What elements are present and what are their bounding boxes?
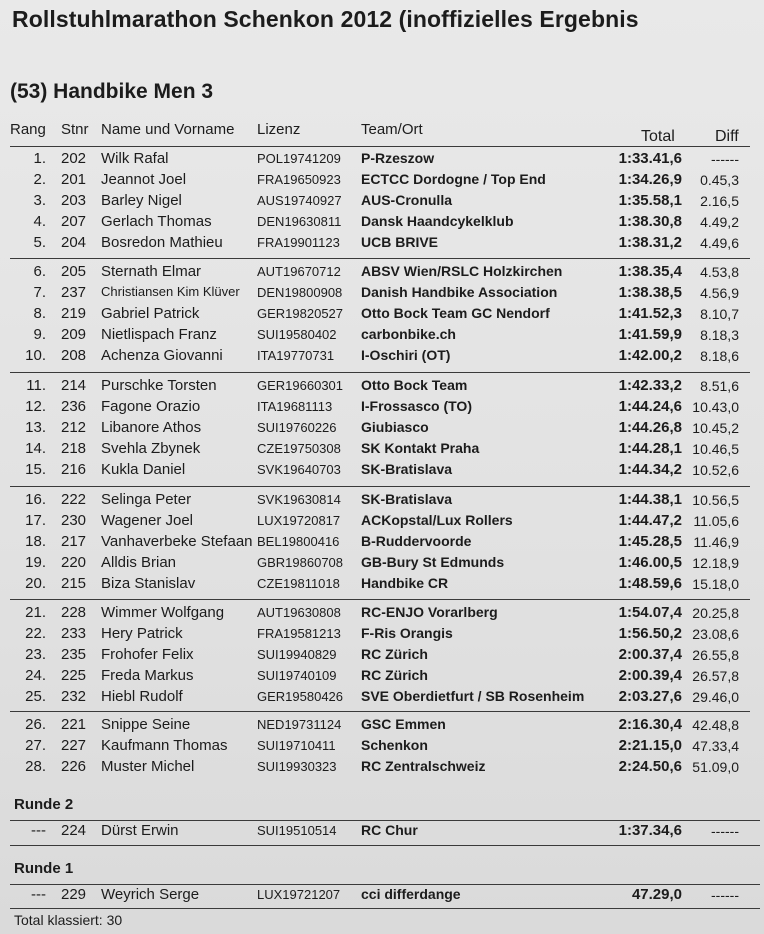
total-time-cell: 2:00.39,4: [618, 667, 682, 684]
license-cell: CZE19811018: [257, 576, 340, 591]
total-time-cell: 1:44.38,1: [618, 491, 682, 508]
total-time-cell: 1:38.30,8: [618, 213, 682, 230]
table-row: [0, 604, 764, 625]
header-rang: Rang: [10, 121, 46, 138]
team-cell: RC Chur: [361, 822, 418, 838]
diff-cell: ------: [711, 151, 739, 167]
start-number-cell: 208: [61, 347, 87, 364]
diff-cell: 47.33,4: [692, 738, 739, 754]
rank-cell: 1.: [33, 150, 46, 167]
rank-cell: 28.: [25, 758, 46, 775]
team-cell: Schenkon: [361, 737, 428, 753]
total-time-cell: 1:44.26,8: [618, 419, 682, 436]
total-time-cell: 1:56.50,2: [618, 625, 682, 642]
diff-cell: 4.53,8: [700, 264, 739, 280]
diff-cell: 23.08,6: [692, 626, 739, 642]
total-time-cell: 1:38.35,4: [618, 263, 682, 280]
team-cell: RC-ENJO Vorarlberg: [361, 604, 498, 620]
license-cell: FRA19901123: [257, 235, 340, 250]
diff-cell: 26.55,8: [692, 647, 739, 663]
license-cell: DEN19800908: [257, 285, 343, 300]
rank-cell: ---: [31, 886, 46, 903]
rank-cell: 16.: [25, 491, 46, 508]
table-row: [0, 171, 764, 192]
divider-line: [10, 372, 750, 373]
rank-cell: 12.: [25, 398, 46, 415]
diff-cell: 2.16,5: [700, 193, 739, 209]
team-cell: P-Rzeszow: [361, 150, 435, 166]
total-time-cell: 1:42.00,2: [618, 347, 682, 364]
table-row: [0, 305, 764, 326]
diff-cell: 10.52,6: [692, 462, 739, 478]
team-cell: ACKopstal/Lux Rollers: [361, 512, 513, 528]
name-cell: Hery Patrick: [101, 625, 183, 642]
name-cell: Svehla Zbynek: [101, 440, 201, 457]
name-cell: Gabriel Patrick: [101, 305, 200, 322]
total-time-cell: 1:54.07,4: [618, 604, 682, 621]
rank-cell: 19.: [25, 554, 46, 571]
license-cell: SUI19930323: [257, 759, 337, 774]
team-cell: AUS-Cronulla: [361, 192, 452, 208]
license-cell: SUI19510514: [257, 823, 337, 838]
divider-line: [10, 908, 760, 909]
diff-cell: 15.18,0: [692, 576, 739, 592]
rank-cell: 15.: [25, 461, 46, 478]
start-number-cell: 233: [61, 625, 87, 642]
total-time-cell: 1:34.26,9: [618, 171, 682, 188]
rank-cell: 21.: [25, 604, 46, 621]
table-row: [0, 347, 764, 368]
start-number-cell: 216: [61, 461, 87, 478]
diff-cell: 4.56,9: [700, 285, 739, 301]
rank-cell: 3.: [33, 192, 46, 209]
total-time-cell: 2:21.15,0: [618, 737, 682, 754]
name-cell: Alldis Brian: [101, 554, 177, 571]
diff-cell: 11.05,6: [693, 513, 739, 529]
start-number-cell: 227: [61, 737, 87, 754]
rank-cell: ---: [31, 822, 46, 839]
license-cell: LUX19721207: [257, 887, 341, 902]
team-cell: SVE Oberdietfurt / SB Rosenheim: [361, 688, 585, 704]
name-cell: Wimmer Wolfgang: [101, 604, 225, 621]
start-number-cell: 215: [61, 575, 87, 592]
rank-cell: 5.: [33, 234, 46, 251]
table-row: [0, 822, 764, 843]
start-number-cell: 212: [61, 419, 87, 436]
name-cell: Libanore Athos: [101, 419, 202, 436]
rank-cell: 7.: [33, 284, 46, 301]
name-cell: Freda Markus: [101, 667, 194, 684]
start-number-cell: 235: [61, 646, 87, 663]
license-cell: AUT19670712: [257, 264, 341, 279]
name-cell: Gerlach Thomas: [101, 213, 212, 230]
license-cell: NED19731124: [257, 717, 342, 732]
start-number-cell: 203: [61, 192, 87, 209]
diff-cell: 8.18,3: [700, 327, 739, 343]
rank-cell: 9.: [33, 326, 46, 343]
name-cell: Hiebl Rudolf: [101, 688, 183, 705]
rank-cell: 11.: [26, 377, 46, 394]
start-number-cell: 220: [61, 554, 87, 571]
header-name: Name und Vorname: [101, 121, 235, 138]
start-number-cell: 237: [61, 284, 87, 301]
total-time-cell: 1:46.00,5: [618, 554, 682, 571]
diff-cell: 29.46,0: [692, 689, 739, 705]
table-row: [0, 554, 764, 575]
name-cell: Wilk Rafal: [101, 150, 169, 167]
team-cell: RC Zentralschweiz: [361, 758, 486, 774]
header-stnr: Stnr: [61, 121, 89, 138]
team-cell: I-Frossasco (TO): [361, 398, 472, 414]
start-number-cell: 219: [61, 305, 87, 322]
divider-line: [10, 258, 750, 259]
rank-cell: 4.: [33, 213, 46, 230]
team-cell: SK Kontakt Praha: [361, 440, 480, 456]
total-time-cell: 1:44.24,6: [618, 398, 682, 415]
team-cell: cci differdange: [361, 886, 461, 902]
team-cell: B-Ruddervoorde: [361, 533, 472, 549]
table-row: [0, 667, 764, 688]
start-number-cell: 207: [61, 213, 87, 230]
table-row: [0, 737, 764, 758]
diff-cell: 10.56,5: [692, 492, 739, 508]
rank-cell: 18.: [25, 533, 46, 550]
table-row: [0, 234, 764, 255]
team-cell: Giubiasco: [361, 419, 429, 435]
diff-cell: ------: [711, 823, 739, 839]
divider-line: [10, 884, 760, 885]
start-number-cell: 218: [61, 440, 87, 457]
name-cell: Kaufmann Thomas: [101, 737, 228, 754]
license-cell: SVK19640703: [257, 462, 341, 477]
name-cell: Christiansen Kim Klüver: [101, 284, 240, 299]
name-cell: Frohofer Felix: [101, 646, 194, 663]
total-time-cell: 47.29,0: [631, 886, 682, 903]
start-number-cell: 224: [61, 822, 87, 839]
name-cell: Vanhaverbeke Stefaan: [101, 533, 253, 550]
team-cell: RC Zürich: [361, 646, 428, 662]
diff-cell: 26.57,8: [692, 668, 739, 684]
total-time-cell: 1:41.52,3: [618, 305, 682, 322]
total-time-cell: 1:37.34,6: [618, 822, 682, 839]
license-cell: ITA19681113: [257, 399, 333, 414]
rank-cell: 22.: [25, 625, 46, 642]
table-row: [0, 688, 764, 709]
team-cell: ECTCC Dordogne / Top End: [361, 171, 546, 187]
start-number-cell: 230: [61, 512, 87, 529]
team-cell: Dansk Haandcykelklub: [361, 213, 514, 229]
diff-cell: 11.46,9: [693, 534, 739, 550]
start-number-cell: 217: [61, 533, 87, 550]
name-cell: Muster Michel: [101, 758, 195, 775]
rank-cell: 26.: [25, 716, 46, 733]
start-number-cell: 228: [61, 604, 87, 621]
license-cell: GER19580426: [257, 689, 344, 704]
license-cell: LUX19720817: [257, 513, 341, 528]
section-runde-2: Runde 2: [14, 796, 74, 813]
name-cell: Purschke Torsten: [101, 377, 217, 394]
total-time-cell: 2:24.50,6: [618, 758, 682, 775]
table-row: [0, 512, 764, 533]
table-row: [0, 440, 764, 461]
diff-cell: 10.45,2: [692, 420, 739, 436]
diff-cell: 8.51,6: [700, 378, 739, 394]
header-team: Team/Ort: [361, 121, 423, 138]
team-cell: Otto Bock Team: [361, 377, 468, 393]
category-title: (53) Handbike Men 3: [10, 80, 214, 103]
name-cell: Selinga Peter: [101, 491, 192, 508]
rank-cell: 20.: [25, 575, 46, 592]
rank-cell: 6.: [33, 263, 46, 280]
table-row: [0, 419, 764, 440]
table-row: [0, 533, 764, 554]
table-row: [0, 326, 764, 347]
table-row: [0, 646, 764, 667]
start-number-cell: 225: [61, 667, 87, 684]
team-cell: SK-Bratislava: [361, 461, 453, 477]
diff-cell: 12.18,9: [692, 555, 739, 571]
total-time-cell: 1:44.47,2: [618, 512, 682, 529]
diff-cell: 0.45,3: [700, 172, 739, 188]
team-cell: UCB BRIVE: [361, 234, 439, 250]
name-cell: Weyrich Serge: [101, 886, 200, 903]
rank-cell: 10.: [25, 347, 46, 364]
table-row: [0, 377, 764, 398]
license-cell: POL19741209: [257, 151, 341, 166]
page-title: Rollstuhlmarathon Schenkon 2012 (inoffizielles Ergebnis: [12, 6, 639, 32]
total-time-cell: 2:00.37,4: [618, 646, 682, 663]
license-cell: AUT19630808: [257, 605, 341, 620]
rank-cell: 2.: [33, 171, 46, 188]
rank-cell: 25.: [25, 688, 46, 705]
name-cell: Bosredon Mathieu: [101, 234, 223, 251]
start-number-cell: 204: [61, 234, 87, 251]
table-row: [0, 150, 764, 171]
start-number-cell: 222: [61, 491, 87, 508]
name-cell: Achenza Giovanni: [101, 347, 223, 364]
start-number-cell: 205: [61, 263, 87, 280]
license-cell: SVK19630814: [257, 492, 341, 507]
section-runde-1: Runde 1: [14, 860, 74, 877]
table-row: [0, 575, 764, 596]
name-cell: Barley Nigel: [101, 192, 182, 209]
team-cell: GB-Bury St Edmunds: [361, 554, 505, 570]
total-time-cell: 1:35.58,1: [618, 192, 682, 209]
table-row: [0, 192, 764, 213]
license-cell: DEN19630811: [257, 214, 342, 229]
rank-cell: 23.: [25, 646, 46, 663]
diff-cell: 8.18,6: [700, 348, 739, 364]
start-number-cell: 221: [61, 716, 87, 733]
rank-cell: 27.: [25, 737, 46, 754]
total-classified: Total klassiert: 30: [14, 912, 123, 928]
table-row: [0, 491, 764, 512]
total-time-cell: 1:44.28,1: [618, 440, 682, 457]
table-row: [0, 213, 764, 234]
diff-cell: ------: [711, 887, 739, 903]
license-cell: SUI19710411: [257, 738, 336, 753]
diff-cell: 10.43,0: [692, 399, 739, 415]
diff-cell: 4.49,2: [700, 214, 739, 230]
start-number-cell: 214: [61, 377, 87, 394]
diff-cell: 20.25,8: [692, 605, 739, 621]
license-cell: SUI19760226: [257, 420, 337, 435]
total-time-cell: 1:38.31,2: [618, 234, 682, 251]
header-diff: Diff: [715, 128, 739, 145]
diff-cell: 51.09,0: [692, 759, 739, 775]
header-total: Total: [641, 128, 675, 145]
divider-line: [10, 599, 750, 600]
license-cell: FRA19581213: [257, 626, 341, 641]
start-number-cell: 232: [61, 688, 87, 705]
start-number-cell: 226: [61, 758, 87, 775]
license-cell: GBR19860708: [257, 555, 344, 570]
license-cell: SUI19940829: [257, 647, 337, 662]
table-row: [0, 886, 764, 907]
header-lizenz: Lizenz: [257, 121, 301, 138]
license-cell: AUS19740927: [257, 193, 342, 208]
rank-cell: 24.: [25, 667, 46, 684]
license-cell: CZE19750308: [257, 441, 341, 456]
divider-line: [10, 711, 750, 712]
license-cell: GER19820527: [257, 306, 344, 321]
table-row: [0, 284, 764, 305]
start-number-cell: 202: [61, 150, 87, 167]
diff-cell: 8.10,7: [700, 306, 739, 322]
rank-cell: 13.: [25, 419, 46, 436]
team-cell: RC Zürich: [361, 667, 428, 683]
total-time-cell: 1:41.59,9: [618, 326, 682, 343]
name-cell: Biza Stanislav: [101, 575, 196, 592]
license-cell: SUI19580402: [257, 327, 337, 342]
license-cell: ITA19770731: [257, 348, 335, 363]
name-cell: Nietlispach Franz: [101, 326, 217, 343]
license-cell: BEL19800416: [257, 534, 340, 549]
team-cell: Danish Handbike Association: [361, 284, 558, 300]
team-cell: I-Oschiri (OT): [361, 347, 451, 363]
divider-line: [10, 146, 750, 147]
name-cell: Fagone Orazio: [101, 398, 201, 415]
divider-line: [10, 486, 750, 487]
total-time-cell: 1:42.33,2: [618, 377, 682, 394]
total-time-cell: 1:48.59,6: [618, 575, 682, 592]
start-number-cell: 201: [61, 171, 87, 188]
team-cell: carbonbike.ch: [361, 326, 456, 342]
team-cell: ABSV Wien/RSLC Holzkirchen: [361, 263, 563, 279]
team-cell: SK-Bratislava: [361, 491, 453, 507]
table-row: [0, 398, 764, 419]
name-cell: Kukla Daniel: [101, 461, 186, 478]
name-cell: Jeannot Joel: [101, 171, 187, 188]
rank-cell: 14.: [25, 440, 46, 457]
total-time-cell: 1:45.28,5: [618, 533, 682, 550]
table-row: [0, 263, 764, 284]
name-cell: Snippe Seine: [101, 716, 191, 733]
rank-cell: 8.: [33, 305, 46, 322]
name-cell: Dürst Erwin: [101, 822, 179, 839]
start-number-cell: 209: [61, 326, 87, 343]
license-cell: FRA19650923: [257, 172, 341, 187]
rank-cell: 17.: [25, 512, 46, 529]
name-cell: Wagener Joel: [101, 512, 193, 529]
table-row: [0, 758, 764, 779]
total-time-cell: 1:33.41,6: [618, 150, 682, 167]
divider-line: [10, 845, 760, 846]
diff-cell: 4.49,6: [700, 235, 739, 251]
team-cell: F-Ris Orangis: [361, 625, 453, 641]
total-time-cell: 2:16.30,4: [618, 716, 682, 733]
diff-cell: 10.46,5: [692, 441, 739, 457]
total-time-cell: 2:03.27,6: [618, 688, 682, 705]
start-number-cell: 236: [61, 398, 87, 415]
diff-cell: 42.48,8: [692, 717, 739, 733]
table-row: [0, 625, 764, 646]
table-row: [0, 461, 764, 482]
total-time-cell: 1:44.34,2: [618, 461, 682, 478]
divider-line: [10, 820, 760, 821]
team-cell: Otto Bock Team GC Nendorf: [361, 305, 550, 321]
license-cell: SUI19740109: [257, 668, 337, 683]
total-time-cell: 1:38.38,5: [618, 284, 682, 301]
start-number-cell: 229: [61, 886, 87, 903]
team-cell: GSC Emmen: [361, 716, 446, 732]
name-cell: Sternath Elmar: [101, 263, 202, 280]
team-cell: Handbike CR: [361, 575, 449, 591]
table-row: [0, 716, 764, 737]
license-cell: GER19660301: [257, 378, 344, 393]
